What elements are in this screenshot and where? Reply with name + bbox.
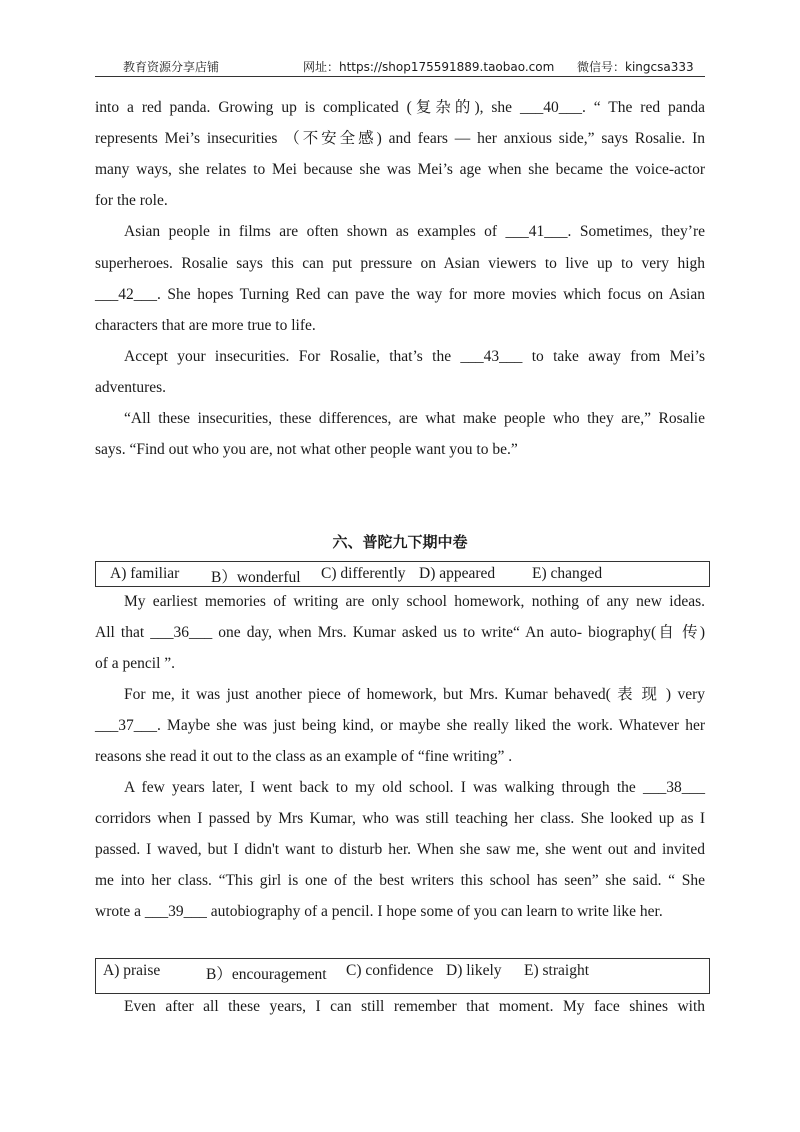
passage-line: corridors when I passed by Mrs Kumar, who was still teaching her class. She looked up as I (95, 810, 705, 827)
passage-line: Asian people in films are often shown as examples of ___41___. Sometimes, they’re (124, 223, 705, 240)
word-bank-box (95, 561, 710, 587)
page-header (95, 56, 705, 77)
passage-line: into a red panda. Growing up is complicated (复杂的), she ___40___. “ The red panda (95, 99, 705, 116)
word-option: B）encouragement (206, 966, 327, 983)
header-wechat-id: 微信号：kingcsa333 (577, 60, 694, 74)
word-option: A) praise (103, 962, 161, 979)
passage-line: of a pencil ”. (95, 655, 176, 672)
word-option: D) appeared (419, 565, 496, 582)
section-title: 六、普陀九下期中卷 (332, 533, 468, 551)
passage-line: characters that are more true to life. (95, 317, 316, 334)
passage-line: Even after all these years, I can still remember that moment. My face shines with (124, 998, 705, 1015)
passage-line: ___37___. Maybe she was just being kind, or maybe she really liked the work. Whatever her (95, 717, 705, 734)
passage-line: Accept your insecurities. For Rosalie, that’s the ___43___ to take away from Mei’s (124, 348, 705, 365)
passage-line: many ways, she relates to Mei because she was Mei’s age when she became the voice-actor (95, 161, 705, 178)
passage-line: For me, it was just another piece of homework, but Mrs. Kumar behaved( 表 现 ) very (124, 686, 705, 703)
passage-line: ___42___. She hopes Turning Red can pave the way for more movies which focus on Asian (95, 286, 705, 303)
passage-line: says. “Find out who you are, not what other people want you to be.” (95, 441, 518, 458)
header-store-name: 教育资源分享店铺 (123, 60, 220, 74)
passage-line: adventures. (95, 379, 167, 396)
word-option: E) changed (532, 565, 603, 582)
passage-line: represents Mei’s insecurities （不安全感) and fears — her anxious side,” says Rosalie. In (95, 130, 705, 147)
passage-line: superheroes. Rosalie says this can put pressure on Asian viewers to live up to very high (95, 255, 705, 272)
passage-line: reasons she read it out to the class as an example of “fine writing” . (95, 748, 513, 765)
passage-line: A few years later, I went back to my old school. I was walking through the ___38___ (124, 779, 705, 796)
passage-line: All that ___36___ one day, when Mrs. Kumar asked us to write“ An auto- biography(自 传) (95, 624, 705, 641)
word-option: A) familiar (110, 565, 180, 582)
word-option: C) confidence (346, 962, 434, 979)
passage-line: My earliest memories of writing are only school homework, nothing of any new ideas. (124, 593, 705, 610)
header-store-url: 网址：https://shop175591889.taobao.com (303, 60, 555, 74)
word-option: E) straight (524, 962, 589, 979)
word-option: C) differently (321, 565, 406, 582)
passage-line: me into her class. “This girl is one of the best writers this school has seen” she said. “ She (95, 872, 705, 889)
word-option: B）wonderful (211, 569, 301, 586)
passage-line: wrote a ___39___ autobiography of a pencil. I hope some of you can learn to write like her. (95, 903, 663, 920)
word-bank-box (95, 958, 710, 994)
passage-line: for the role. (95, 192, 168, 209)
passage-line: “All these insecurities, these differences, are what make people who they are,” Rosalie (124, 410, 705, 427)
word-option: D) likely (446, 962, 502, 979)
passage-line: passed. I waved, but I didn't want to disturb her. When she saw me, she went out and invited (95, 841, 705, 858)
